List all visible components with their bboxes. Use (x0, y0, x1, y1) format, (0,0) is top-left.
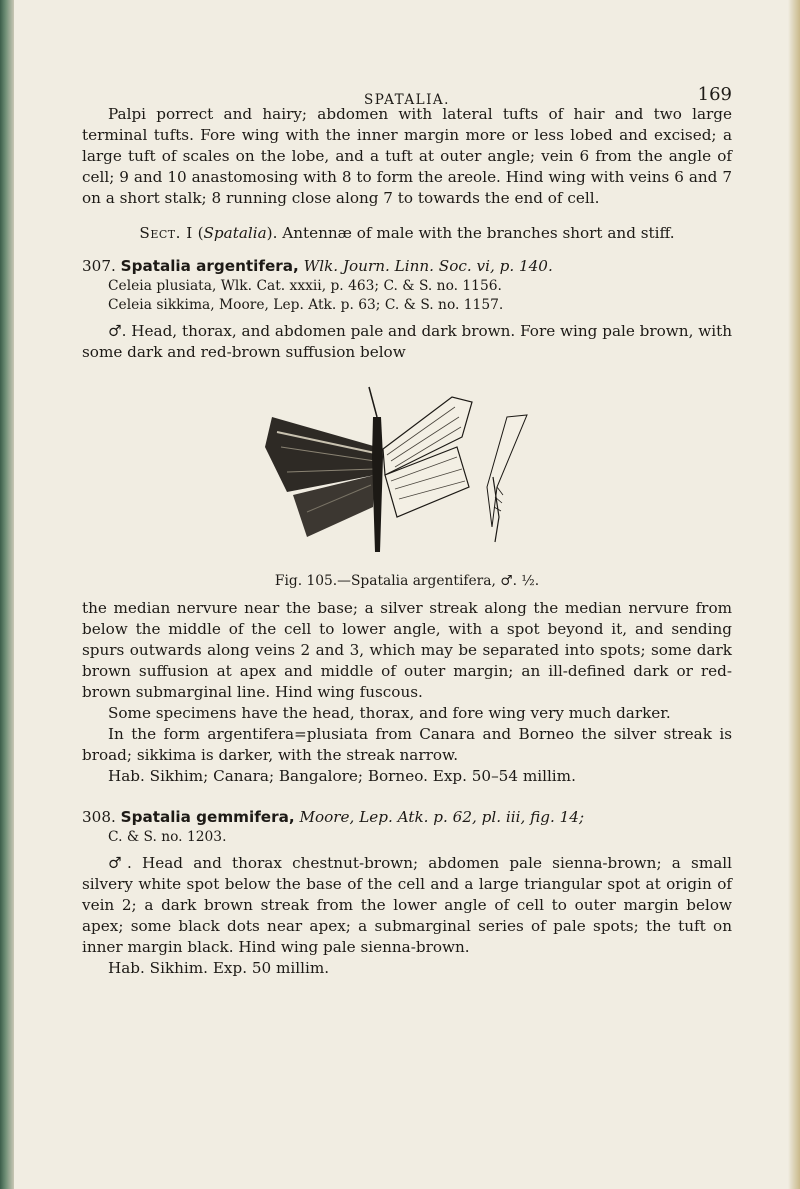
species-308-heading (82, 807, 732, 828)
page-number: 169 (697, 84, 732, 105)
species-307-name: Spatalia argentifera, (120, 257, 299, 275)
species-307-synonym-2: Celeia sikkima, Moore, Lep. Atk. p. 63; C. & S. no. 1157. (108, 297, 504, 313)
figure-105 (257, 377, 557, 567)
spacer (82, 787, 732, 795)
species-307-description-d: In the form argentifera=plusiata from Canara and Borneo the silver streak is broad; sikkima is darker, with the streak narrow. (82, 725, 732, 764)
moth-illustration (257, 377, 557, 567)
section-label: Sect. I (139, 224, 193, 242)
species-307-description-c: Some specimens have the head, thorax, and fore wing very much darker. (108, 704, 671, 722)
genus-description: Palpi porrect and hairy; abdomen with lateral tufts of hair and two large terminal tufts. Fore wing with the inner margin more or less lobed and excised; a large tuft of scales on the lobe, and a tuft at outer angle; vein 6 from the angle of cell; 9 and 10 anastomosing with 8 to form the areole. Hind wing with veins 6 and 7 on a short stalk; 8 running close along 7 to towards the end of cell. (82, 105, 732, 207)
section-heading: Sect. I (Spatalia). Antennæ of male with the branches short and stiff. (139, 224, 675, 242)
species-307-heading (82, 256, 732, 277)
species-307-number: 307. (82, 257, 116, 275)
page-edge-left (0, 0, 14, 1189)
species-307-authority: Wlk. Journ. Linn. Soc. vi, p. 140. (303, 257, 553, 275)
section-text: Antennæ of male with the branches short and stiff. (282, 224, 675, 242)
species-308-number: 308. (82, 808, 116, 826)
species-308-name: Spatalia gemmifera, (120, 808, 295, 826)
species-307-description-a: ♂. Head, thorax, and abdomen pale and dark brown. Fore wing pale brown, with some dark and red-brown suffusion below (82, 322, 732, 361)
species-308-description: ♂. Head and thorax chestnut-brown; abdomen pale sienna-brown; a small silvery white spot below the base of the cell and a large triangular spot at origin of vein 2; a dark brown streak from the lower angle of cell to outer margin below apex; some black dots near apex; a submarginal series of pale spots; the tuft on inner margin black. Hind wing pale sienna-brown. (82, 854, 732, 956)
figure-caption: Fig. 105.—Spatalia argentifera, ♂. ½. (274, 573, 540, 589)
species-307-habitat: Hab. Sikhim; Canara; Bangalore; Borneo. Exp. 50–54 millim. (108, 767, 576, 785)
species-308-authority: Moore, Lep. Atk. p. 62, pl. iii, fig. 14; (299, 808, 585, 826)
book-page (82, 70, 732, 979)
species-308-habitat: Hab. Sikhim. Exp. 50 millim. (108, 959, 330, 977)
running-title: SPATALIA. (364, 92, 450, 108)
section-name: Spatalia (203, 224, 267, 242)
running-head (82, 70, 732, 108)
species-307-description-b: the median nervure near the base; a silver streak along the median nervure from below the middle of the cell to lower angle, with a spot beyond it, and sending spurs outwards along veins 2 and 3, which may be separated into spots; some dark brown suffusion at apex and middle of outer margin; an ill-defined dark or red-brown submarginal line. Hind wing fuscous. (82, 599, 732, 701)
page-edge-right (788, 0, 800, 1189)
species-307-synonym-1: Celeia plusiata, Wlk. Cat. xxxii, p. 463; C. & S. no. 1156. (108, 278, 502, 294)
species-308-synonym-1: C. & S. no. 1203. (108, 829, 227, 845)
